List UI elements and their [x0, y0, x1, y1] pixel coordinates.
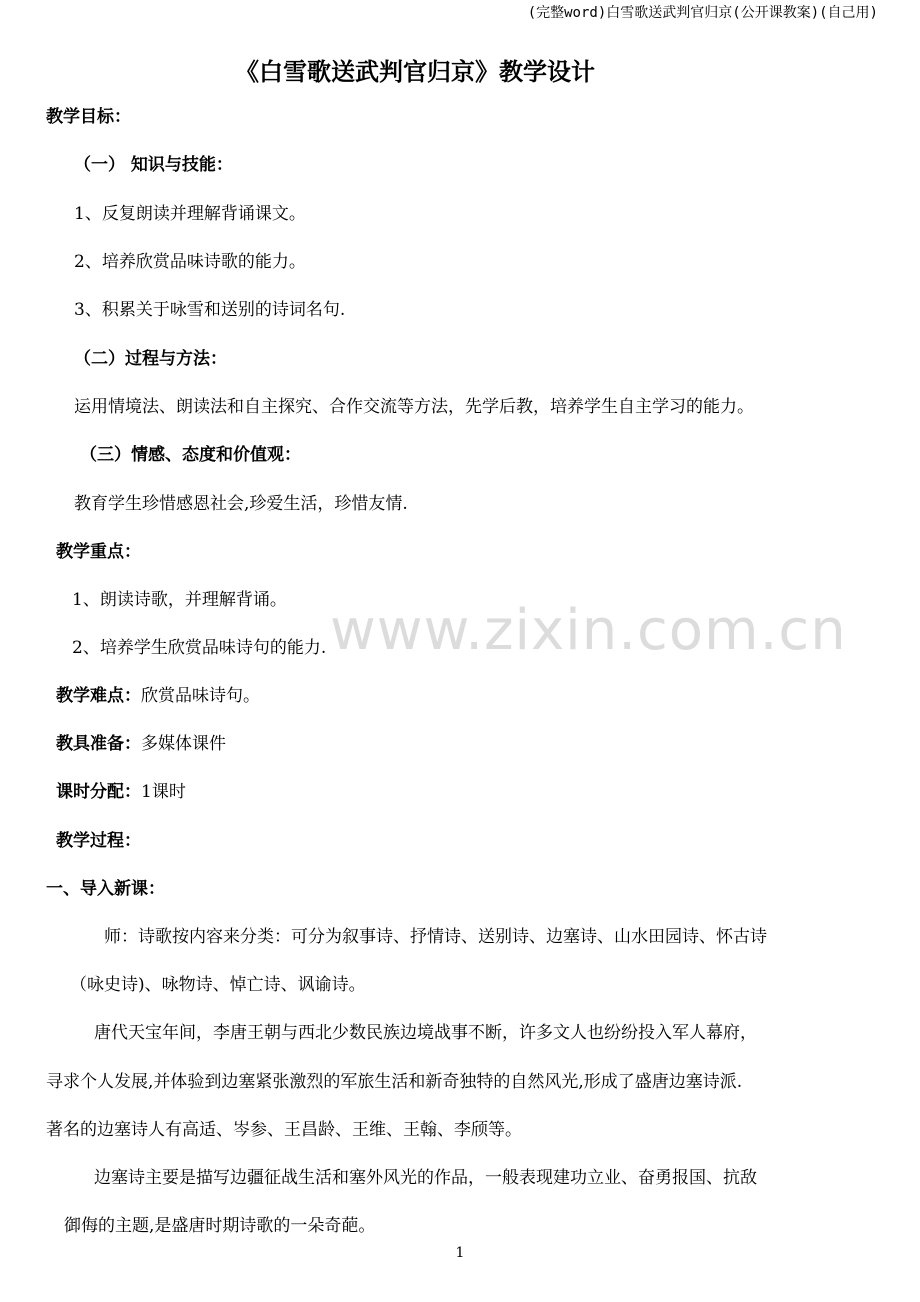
key-point-item: 2、培养学生欣赏品味诗句的能力. — [72, 638, 327, 658]
emotion-values-text: 教育学生珍惜感恩社会,珍爱生活，珍惜友情. — [74, 494, 408, 514]
knowledge-item: 1、反复朗读并理解背诵课文。 — [74, 204, 306, 224]
watermark: www.zixin.com.cn — [330, 598, 847, 663]
paragraph-line: 御侮的主题,是盛唐时期诗歌的一朵奇葩。 — [64, 1216, 376, 1236]
document-title: 《白雪歌送武判官归京》教学设计 — [235, 58, 595, 86]
paragraph-line: 寻求个人发展,并体验到边塞紧张激烈的军旅生活和新奇独特的自然风光,形成了盛唐边塞诗派. — [46, 1072, 743, 1092]
objectives-heading: 教学目标： — [46, 107, 131, 127]
key-points-heading: 教学重点： — [56, 542, 141, 562]
hours-line — [56, 781, 186, 803]
emotion-values-heading: （三）情感、态度和价值观： — [80, 445, 301, 465]
page-number: 1 — [455, 1245, 465, 1261]
teaching-process-heading: 教学过程： — [56, 831, 141, 851]
paragraph-line: 师：诗歌按内容来分类：可分为叙事诗、抒情诗、送别诗、边塞诗、山水田园诗、怀古诗 — [104, 927, 767, 947]
paragraph-line: 边塞诗主要是描写边疆征战生活和塞外风光的作品，一般表现建功立业、奋勇报国、抗敌 — [94, 1168, 757, 1188]
knowledge-item: 2、培养欣赏品味诗歌的能力。 — [74, 252, 306, 272]
running-header: (完整word)白雪歌送武判官归京(公开课教案)(自己用) — [527, 5, 878, 21]
hours-value: 1课时 — [141, 782, 186, 802]
paragraph-line: （咏史诗)、咏物诗、悼亡诗、讽谕诗。 — [70, 975, 366, 995]
knowledge-skills-heading: （一） 知识与技能： — [74, 155, 233, 175]
difficulty-line — [56, 685, 260, 707]
difficulty-value: 欣赏品味诗句。 — [141, 686, 260, 706]
tools-value: 多媒体课件 — [141, 734, 226, 754]
process-method-text: 运用情境法、朗读法和自主探究、合作交流等方法，先学后教，培养学生自主学习的能力。 — [74, 397, 754, 417]
hours-label: 课时分配： — [56, 782, 141, 802]
paragraph-line: 著名的边塞诗人有高适、岑参、王昌龄、王维、王翰、李颀等。 — [46, 1120, 522, 1140]
process-method-heading: （二）过程与方法： — [74, 349, 227, 369]
knowledge-item: 3、积累关于咏雪和送别的诗词名句. — [74, 300, 346, 320]
tools-label: 教具准备： — [56, 734, 141, 754]
paragraph-line: 唐代天宝年间，李唐王朝与西北少数民族边境战事不断，许多文人也纷纷投入军人幕府， — [94, 1023, 757, 1043]
section-1-heading: 一、导入新课： — [46, 879, 165, 899]
difficulty-label: 教学难点： — [56, 686, 141, 706]
tools-line — [56, 733, 226, 755]
key-point-item: 1、朗读诗歌，并理解背诵。 — [72, 590, 287, 610]
